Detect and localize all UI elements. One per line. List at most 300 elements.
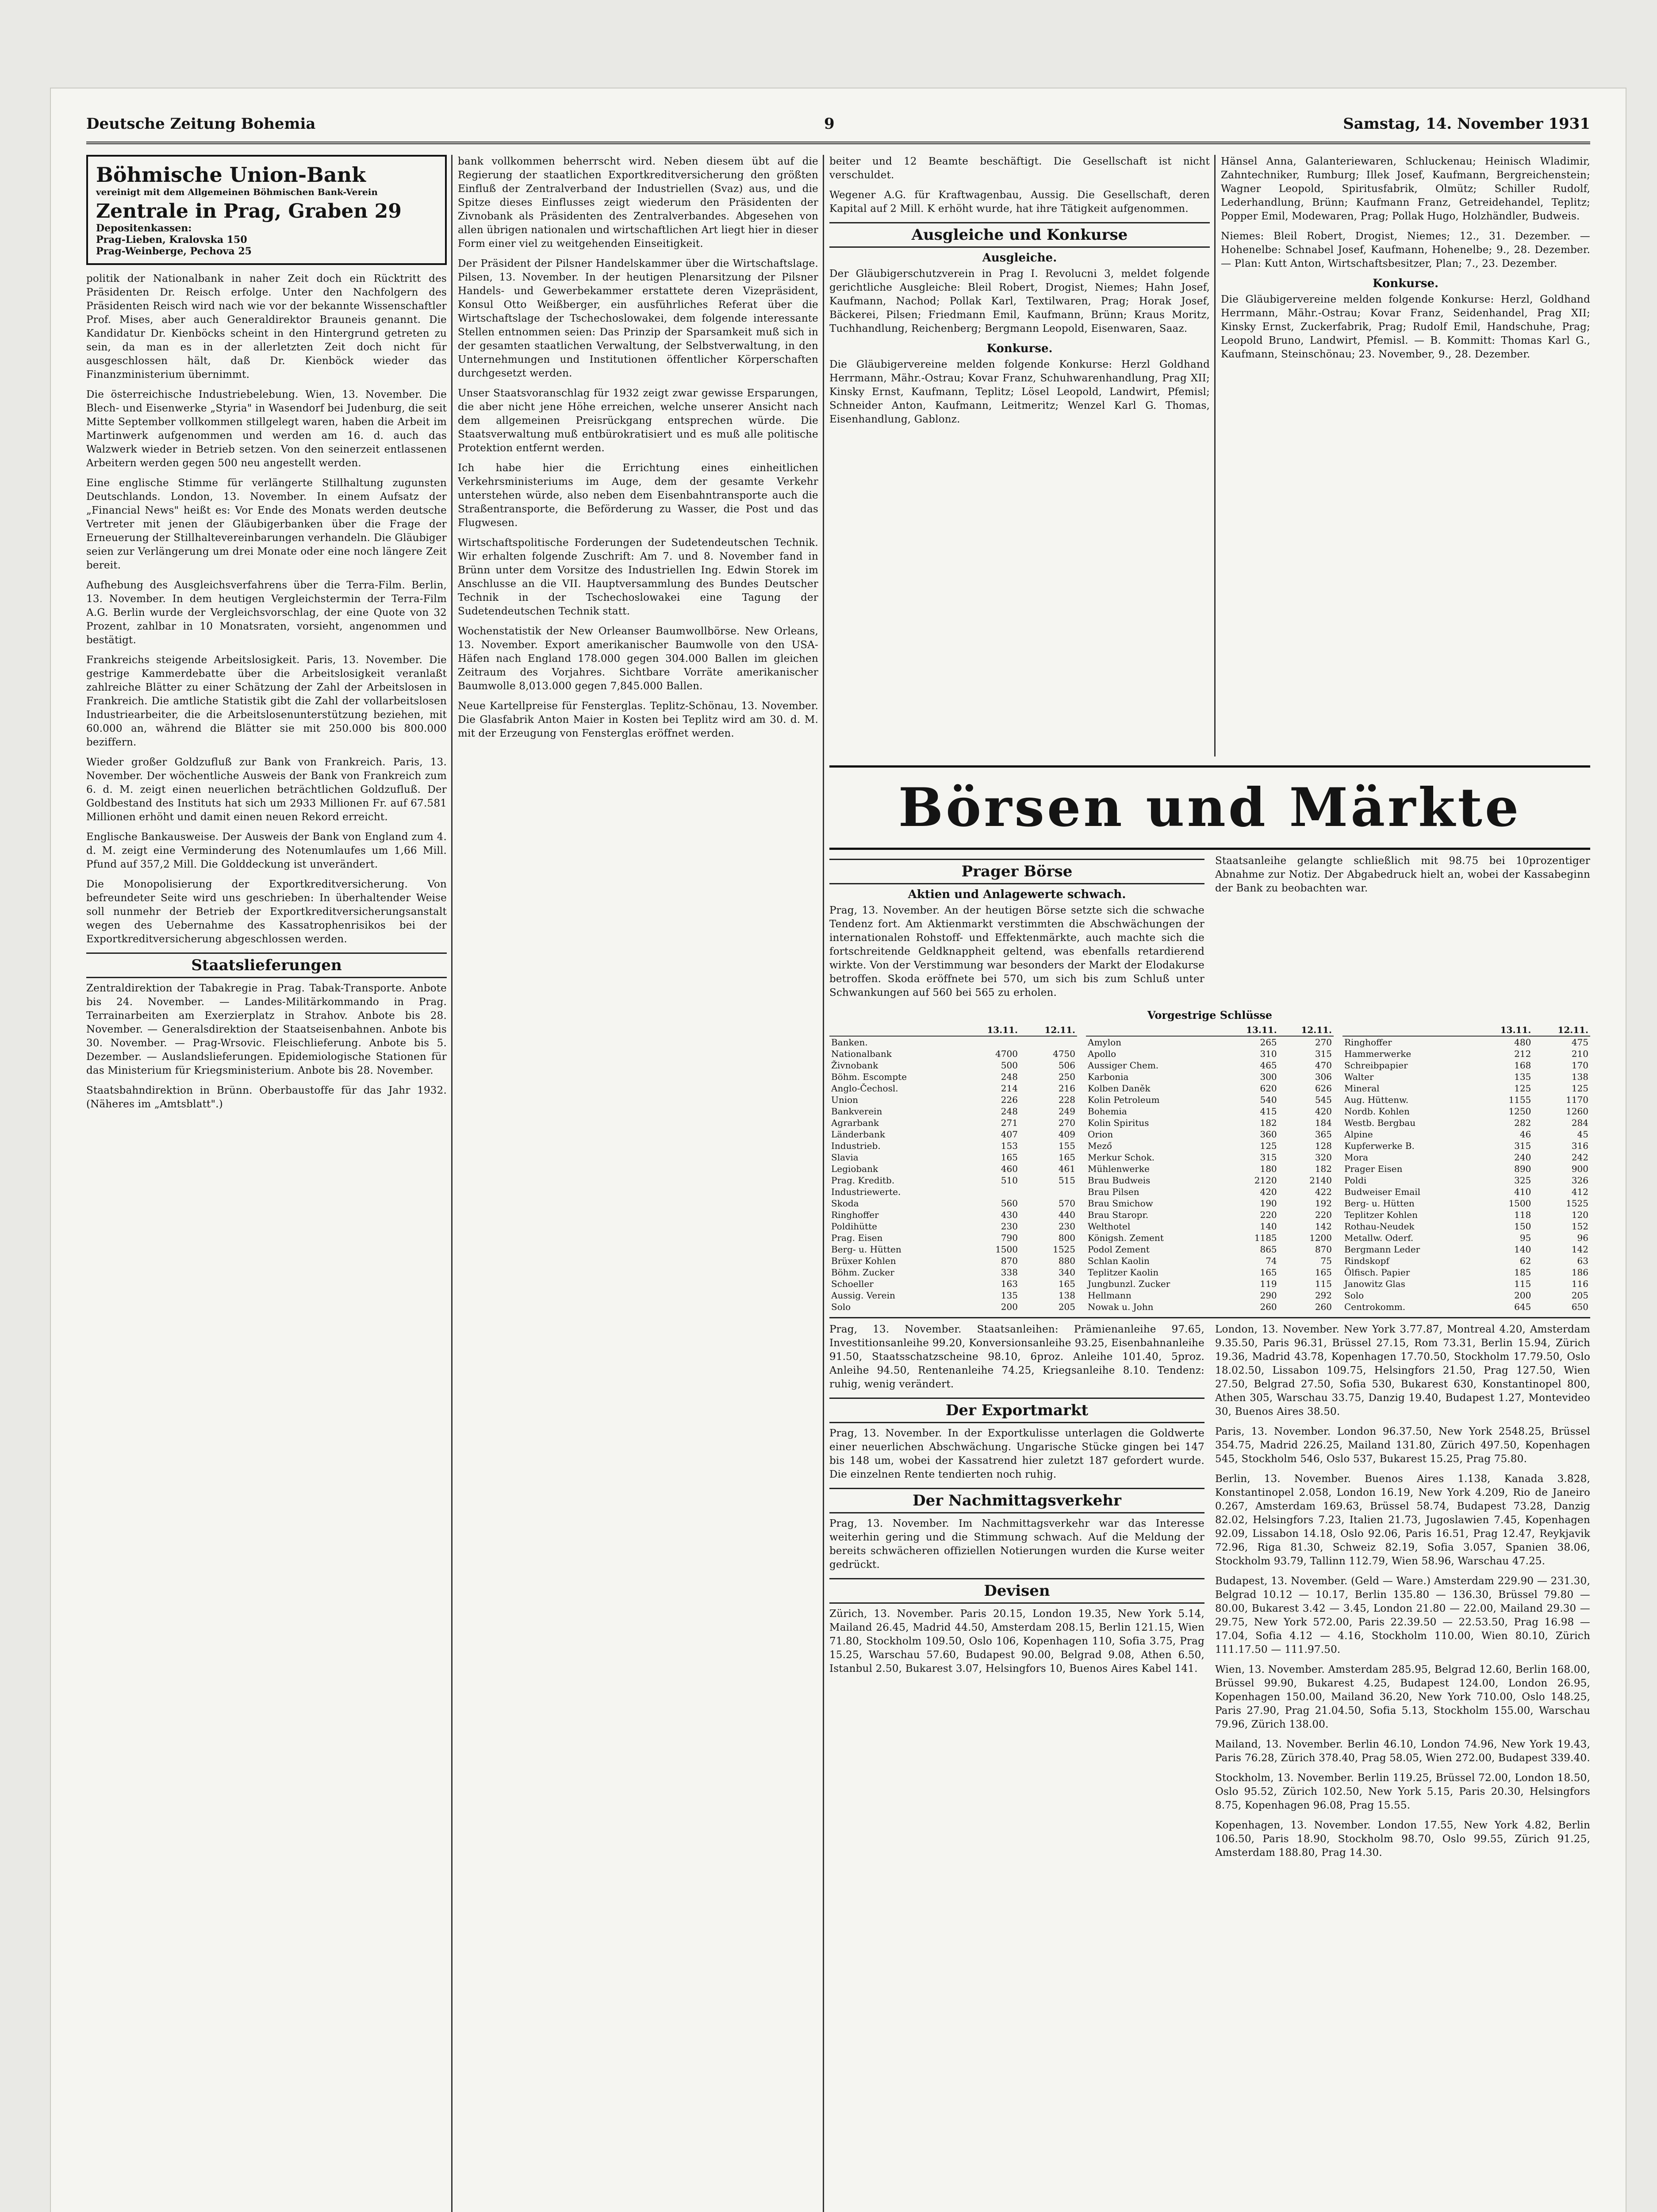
quote-value-current: 500 [1001, 1060, 1018, 1071]
table-title: Vorgestrige Schlüsse [1147, 1009, 1273, 1022]
quote-value-previous: 192 [1315, 1198, 1332, 1209]
quote-value-current: 226 [1001, 1094, 1018, 1105]
quote-value-current: 260 [1260, 1302, 1277, 1312]
prague-exchange-left [829, 854, 1204, 1006]
quote-name: Legiobank [831, 1164, 878, 1174]
quote-value-previous: 475 [1571, 1037, 1588, 1048]
quote-value-current: 870 [1001, 1256, 1018, 1266]
column-4-upper [1221, 155, 1590, 757]
article-paragraph: Staatsanleihe gelangte schließlich mit 98.75 bei 10prozentiger Abnahme zur Notiz. Der Abgabedruck hielt an, wobei der Kassabeginn der Bank zu beobachten war. [1215, 855, 1590, 894]
quote-row [1086, 1140, 1334, 1152]
quote-value-previous: 880 [1058, 1256, 1075, 1266]
article-paragraph: Zentraldirektion der Tabakregie in Prag. Tabak-Transporte. Anbote bis 24. November. — Landes-Militärkommando in Prag. Terrainarbeiten am Exerzierplatz in Strahov. Anbote bis 28. November. — Generalsdirektion der Staatseisenbahnen. Anbote bis 30. November. — Prag-Wrsovic. Fleischlieferung. Anbote bis 5. Dezember. — Auslandslieferungen. Epidemiologische Stationen für das Ministerium für Kriegsministerium. Anbote bis 28. November. [86, 983, 447, 1076]
col-header-name [829, 1024, 962, 1036]
article-paragraph: Der Präsident der Pilsner Handelskammer über die Wirtschaftslage. Pilsen, 13. November. In der heutigen Plenarsitzung der Pilsner Handels- und Gewerbekammer erstattete deren Vizepräsident, Konsul Otto Weißberger, ein ausführliches Referat über die Wirtschaftslage der Tschechoslowakei, dem folgende interessante Stellen entnommen seien: Das Prinzip der Sparsamkeit muß sich in der gesamten staatlichen Verwaltung, der Selbstverwaltung, in den Unternehmungen und Institutionen öffentlicher Körperschaften durchgesetzt werden. [458, 258, 818, 379]
quote-name: Prager Eisen [1344, 1164, 1403, 1174]
quote-row [1342, 1106, 1590, 1117]
quote-row [1342, 1140, 1590, 1152]
quote-name: Nordb. Kohlen [1344, 1106, 1410, 1117]
quote-row [829, 1071, 1077, 1083]
quote-value-current: 248 [1001, 1106, 1018, 1117]
quote-name: Hellmann [1088, 1290, 1132, 1301]
quote-value-current: 182 [1260, 1118, 1277, 1128]
prague-exchange-subtitle: Aktien und Anlagewerte schwach. [908, 888, 1126, 901]
article-paragraph: Prag, 13. November. An der heutigen Börse setzte sich die schwache Tendenz fort. Am Aktienmarkt verstimmten die Abschwächungen der internationalen Rohstoff- und Effektenmärkte, auch machte sich die fortschreitende Geldknappheit geltend, was ebenfalls retardierend wirkte. Von der Verstimmung war besonders der Markt der Elodakurse betroffen. Skoda eröffnete bei 570, um sich bis zum Schluß unter Schwankungen auf 560 bei 565 zu erholen. [829, 905, 1204, 998]
article-paragraph: Die Gläubigervereine melden folgende Konkurse: Herzl, Goldhand Herrmann, Mähr.-Ostrau; Kovar Franz, Seidenhandel, Prag XII; Kinsky Ernst, Zuckerfabrik, Prag; Rudolf Emil, Handschuhe, Prag; Leopold Bruno, Landwirt, Pfemisl. — B. Kommitt: Thomas Karl G., Kaufmann, Steinschönau; 23. November, 9., 28. Dezember. [1221, 294, 1590, 360]
quote-value-current: 480 [1514, 1037, 1531, 1048]
quote-row [1086, 1094, 1334, 1106]
quote-value-previous: 1260 [1566, 1106, 1588, 1117]
quotes-table-2 [1086, 1024, 1334, 1313]
article-paragraph: Mailand, 13. November. Berlin 46.10, London 74.96, New York 19.43, Paris 76.28, Zürich 378.40, Prag 58.05, Wien 272.00, Budapest 339.40. [1215, 1739, 1590, 1764]
quote-row [1342, 1186, 1590, 1198]
ad-branch-1: Prag-Lieben, Kralovska 150 [96, 234, 247, 246]
article-paragraph: Budapest, 13. November. (Geld — Ware.) Amsterdam 229.90 — 231.30, Belgrad 10.12 — 10.17, Berlin 135.80 — 136.30, Brüssel 79.80 — 80.00, Bukarest 3.42 — 3.45, London 21.80 — 22.00, Mailand 29.30 — 29.75, New York 572.00, Paris 22.39.50 — 22.53.50, Prag 16.98 — 17.04, Sofia 4.12 — 4.16, Stockholm 110.00, Wien 80.10, Zürich 111.17.50 — 111.97.50. [1215, 1575, 1590, 1655]
quote-name: Welthotel [1088, 1221, 1131, 1232]
quote-name: Banken. [831, 1037, 868, 1048]
quote-name: Industrieb. [831, 1141, 881, 1151]
quote-name: Poldihütte [831, 1221, 877, 1232]
quote-name: Hammerwerke [1344, 1048, 1412, 1059]
quote-value-current: 415 [1260, 1106, 1277, 1117]
quote-value-current: 115 [1514, 1279, 1531, 1289]
quote-row [1342, 1198, 1590, 1209]
quote-value-current: 135 [1001, 1290, 1018, 1301]
quote-row [829, 1175, 1077, 1186]
quote-value-previous: 228 [1058, 1094, 1075, 1105]
quote-name: Berg- u. Hütten [831, 1244, 901, 1255]
quote-value-previous: 422 [1315, 1187, 1332, 1197]
quote-value-previous: 515 [1058, 1175, 1075, 1186]
quote-value-previous: 1200 [1309, 1233, 1332, 1243]
subsection-title: Ausgleiche. [982, 251, 1057, 265]
quote-name: Jungbunzl. Zucker [1088, 1279, 1170, 1289]
quote-row [829, 1094, 1077, 1106]
quote-value-current: 165 [1001, 1152, 1018, 1163]
quote-row [1342, 1083, 1590, 1094]
quote-row [1342, 1255, 1590, 1267]
quote-row [1086, 1071, 1334, 1083]
quote-value-previous: 306 [1315, 1071, 1332, 1082]
quote-row [1342, 1232, 1590, 1244]
quote-value-previous [1020, 1186, 1077, 1198]
column-3-upper [829, 155, 1210, 757]
quote-value-previous: 165 [1315, 1267, 1332, 1278]
quote-row [829, 1244, 1077, 1255]
quote-name: Janowitz Glas [1344, 1279, 1405, 1289]
quote-row [1086, 1232, 1334, 1244]
page-header [86, 106, 1590, 144]
article-paragraph: Wieder großer Goldzufluß zur Bank von Frankreich. Paris, 13. November. Der wöchentliche Ausweis der Bank von Frankreich zum 6. d. M. zeigt einen neuerlichen beträchtlichen Goldzufluß. Der Goldbestand des Instituts hat sich um 2933 Millionen Fr. auf 67.581 Millionen erhöht und damit einen neuen Rekord erreicht. [86, 757, 447, 823]
quote-value-previous: 116 [1571, 1279, 1588, 1289]
quote-name: Prag. Eisen [831, 1233, 883, 1243]
quote-row [829, 1255, 1077, 1267]
quote-value-current: 119 [1260, 1279, 1277, 1289]
quote-value-previous: 270 [1058, 1118, 1075, 1128]
quote-row [1342, 1152, 1590, 1163]
markets-left-column [829, 1323, 1204, 1866]
quote-value-current: 407 [1001, 1129, 1018, 1140]
quote-value-previous: 270 [1315, 1037, 1332, 1048]
quote-value-current: 890 [1514, 1164, 1531, 1174]
quote-value-previous: 1525 [1053, 1244, 1075, 1255]
quote-row [1342, 1278, 1590, 1290]
article-paragraph: Berlin, 13. November. Buenos Aires 1.138, Kanada 3.828, Konstantinopel 2.058, London 16.19, New York 4.209, Rio de Janeiro 0.267, Amsterdam 169.63, Brüssel 58.74, Budapest 73.28, Danzig 82.02, Helsingfors 7.23, Italien 21.73, Jugoslawien 7.45, Kopenhagen 92.09, Lissabon 14.18, Oslo 92.06, Paris 16.51, Prag 12.47, Reykjavik 72.96, Riga 81.30, Schweiz 82.19, Sofia 3.057, Spanien 38.06, Stockholm 93.79, Tallinn 112.79, Wien 58.96, Warschau 47.25. [1215, 1473, 1590, 1567]
quote-value-previous: 45 [1577, 1129, 1588, 1140]
article-paragraph: Die österreichische Industriebelebung. Wien, 13. November. Die Blech- und Eisenwerke „Styria" in Wasendorf bei Judenburg, die seit Mitte September vollkommen stillgelegt waren, haben die Arbeit im Martinwerk aufgenommen und werden am 16. d. auch das Walzwerk wieder in Betrieb setzen. Von den seinerzeit entlassenen Arbeitern werden gegen 500 neu angestellt werden. [86, 389, 447, 469]
quote-value-previous: 205 [1571, 1290, 1588, 1301]
article-paragraph: Hänsel Anna, Galanteriewaren, Schluckenau; Heinisch Wladimir, Zahntechniker, Rumburg; Illek Josef, Kaufmann, Bergreichenstein; Wagner Leopold, Spiritusfabrik, Olmütz; Schiller Rudolf, Lederhandlung, Brünn; Kaufmann Franz, Getreidehandel, Teplitz; Popper Emil, Modewaren, Prag; Pollak Hugo, Holzhändler, Budweis. [1221, 156, 1590, 222]
quote-name: Kupferwerke B. [1344, 1141, 1415, 1151]
article-paragraph: beiter und 12 Beamte beschäftigt. Die Gesellschaft ist nicht verschuldet. [829, 156, 1210, 181]
quote-value-previous: 870 [1315, 1244, 1332, 1255]
ad-headquarters: Zentrale in Prag, Graben 29 [96, 200, 402, 223]
quote-name: Metallw. Oderf. [1344, 1233, 1414, 1243]
quote-value-previous: 182 [1315, 1164, 1332, 1174]
quote-name: Orion [1088, 1129, 1113, 1140]
ad-note: vereinigt mit dem Allgemeinen Böhmischen Bank-Verein [96, 187, 378, 197]
quote-value-previous: 900 [1571, 1164, 1588, 1174]
article-paragraph: London, 13. November. New York 3.77.87, Montreal 4.20, Amsterdam 9.35.50, Paris 96.31, Brüssel 27.15, Rom 73.31, Berlin 15.94, Zürich 19.36, Madrid 43.78, Kopenhagen 17.70.50, Stockholm 17.79.50, Oslo 18.02.50, Lissabon 109.75, Helsingfors 21.50, Prag 127.50, Wien 27.50, Belgrad 27.50, Sofia 530, Bukarest 630, Konstantinopel 800, Athen 305, Warschau 33.75, Danzig 19.40, Budapest 1.27, Montevideo 30, Buenos Aires 38.50. [1215, 1324, 1590, 1417]
quote-value-current: 46 [1519, 1129, 1531, 1140]
article-paragraph: Die Gläubigervereine melden folgende Konkurse: Herzl Goldhand Herrmann, Mähr.-Ostrau; Kovar Franz, Schuhwarenhandlung, Prag XII; Kinsky Ernst, Kaufmann, Teplitz; Lösel Leopold, Landwirt, Pfemisl; Schneider Anton, Kaufmann, Leitmeritz; Wenzel Karl G. Thomas, Eisenhandlung, Gablonz. [829, 359, 1210, 425]
quote-value-current: 1500 [995, 1244, 1018, 1255]
quote-row [829, 1117, 1077, 1129]
quote-value-current: 460 [1001, 1164, 1018, 1174]
quote-value-previous: 4750 [1053, 1048, 1075, 1059]
quote-value-current: 125 [1260, 1141, 1277, 1151]
column-divider [451, 155, 453, 2212]
quote-name: Bankverein [831, 1106, 882, 1117]
quote-name: Mineral [1344, 1083, 1380, 1094]
article-paragraph: Prag, 13. November. Im Nachmittagsverkehr war das Interesse weiterhin gering und die Stimmung schwach. Auf die Meldung der bereits schwächeren offiziellen Notierungen wurden die Kurse weiter gedrückt. [829, 1518, 1204, 1571]
quote-value-previous: 170 [1571, 1060, 1588, 1071]
quote-value-current: 230 [1001, 1221, 1018, 1232]
quote-name: Walter [1344, 1071, 1374, 1082]
quote-name: Alpine [1344, 1129, 1373, 1140]
prague-exchange-right [1215, 854, 1590, 1006]
quote-value-previous: 184 [1315, 1118, 1332, 1128]
quote-value-previous: 128 [1315, 1141, 1332, 1151]
markets-title: Börsen und Märkte [829, 765, 1590, 850]
quote-value-current: 125 [1514, 1083, 1531, 1094]
quote-value-current: 430 [1001, 1210, 1018, 1220]
quote-value-current: 282 [1514, 1118, 1531, 1128]
quote-value-current: 1500 [1508, 1198, 1531, 1209]
col-header-name [1342, 1024, 1476, 1036]
quote-name: Teplitzer Kohlen [1344, 1210, 1418, 1220]
quote-name: Skoda [831, 1198, 859, 1209]
quote-value-previous: 2140 [1309, 1175, 1332, 1186]
quote-value-current: 315 [1514, 1141, 1531, 1151]
quote-row [1086, 1278, 1334, 1290]
quote-value-current: 560 [1001, 1198, 1018, 1209]
quote-value-current: 163 [1001, 1279, 1018, 1289]
quote-value-previous: 216 [1058, 1083, 1075, 1094]
quote-row [1086, 1036, 1334, 1048]
quote-row [1342, 1290, 1590, 1301]
quote-row [1342, 1301, 1590, 1313]
quote-name: Ringhoffer [831, 1210, 879, 1220]
quote-name: Solo [1344, 1290, 1364, 1301]
quote-row [1342, 1244, 1590, 1255]
quote-value-previous: 210 [1571, 1048, 1588, 1059]
quote-value-current: 180 [1260, 1164, 1277, 1174]
quote-value-previous: 205 [1058, 1302, 1075, 1312]
quote-value-current: 510 [1001, 1175, 1018, 1186]
ad-branch-2: Prag-Weinberge, Pechova 25 [96, 246, 252, 257]
quote-value-previous: 249 [1058, 1106, 1075, 1117]
quote-value-previous: 125 [1571, 1083, 1588, 1094]
bank-advertisement [86, 155, 447, 265]
markets-right-column [1215, 1323, 1590, 1866]
quote-value-previous: 138 [1571, 1071, 1588, 1082]
col-header-date1: 13.11. [1224, 1024, 1278, 1036]
quote-row [1342, 1060, 1590, 1071]
article-paragraph: Wirtschaftspolitische Forderungen der Sudetendeutschen Technik. Wir erhalten folgende Zuschrift: Am 7. und 8. November fand in Brünn unter dem Vorsitze des Industriellen Ing. Edwin Storek im Anschlusse an die VII. Hauptversammlung des Bundes Deutscher Technik in der Tschechoslowakei eine Tagung der Sudetendeutschen Technik statt. [458, 537, 818, 617]
quote-value-current [962, 1036, 1020, 1048]
quote-value-previous: 260 [1315, 1302, 1332, 1312]
article-paragraph: Niemes: Bleil Robert, Drogist, Niemes; 12., 31. Dezember. — Hohenelbe: Schnabel Josef, Kaufmann, Hohenelbe; 9., 28. Dezember. — Plan: Kutt Anton, Wirtschaftsbesitzer, Plan; 7., 23. Dezember. [1221, 230, 1590, 269]
quote-value-previous: 138 [1058, 1290, 1075, 1301]
quote-value-previous: 650 [1571, 1302, 1588, 1312]
quote-name: Aussiger Chem. [1088, 1060, 1159, 1071]
quote-row [1086, 1129, 1334, 1140]
quote-row [1086, 1060, 1334, 1071]
quote-value-current: 360 [1260, 1129, 1277, 1140]
quotes-table-3 [1342, 1024, 1590, 1313]
quote-value-previous: 230 [1058, 1221, 1075, 1232]
quote-value-current: 140 [1514, 1244, 1531, 1255]
quote-row [829, 1278, 1077, 1290]
quote-value-current: 165 [1260, 1267, 1277, 1278]
quote-value-current: 620 [1260, 1083, 1277, 1094]
article-paragraph: Frankreichs steigende Arbeitslosigkeit. Paris, 13. November. Die gestrige Kammerdebatte über die Arbeitslosigkeit veranlaßt zahlreiche Blätter zu einer Schätzung der Zahl der Arbeitslosen in Frankreich. Die amtliche Statistik gibt die Zahl der vollarbeitslosen Industriearbeiter, die die Arbeitslosenunterstützung beziehen, mit 60.000 an, während die Blätter sie mit 250.000 bis 800.000 beziffern. [86, 654, 447, 748]
subsection-title: Konkurse. [1372, 277, 1439, 290]
quote-value-current: 300 [1260, 1071, 1277, 1082]
quote-value-previous: 365 [1315, 1129, 1332, 1140]
quote-name: Industriewerte. [831, 1187, 901, 1197]
quote-row [1342, 1175, 1590, 1186]
quote-name: Prag. Kreditb. [831, 1175, 895, 1186]
article-paragraph: Englische Bankausweise. Der Ausweis der Bank von England zum 4. d. M. zeigt eine Verminderung des Notenumlaufes um 1,66 Mill. Pfund auf 357,2 Mill. Die Golddeckung ist unverändert. [86, 831, 447, 870]
quote-row [1086, 1152, 1334, 1163]
quote-value-previous: 320 [1315, 1152, 1332, 1163]
quote-value-previous: 412 [1571, 1187, 1588, 1197]
quote-value-previous: 165 [1058, 1152, 1075, 1163]
divider [829, 1317, 1590, 1318]
quote-name: Budweiser Email [1344, 1187, 1421, 1197]
quote-name: Merkur Schok. [1088, 1152, 1155, 1163]
quote-row [1086, 1209, 1334, 1221]
quote-value-current: 2120 [1254, 1175, 1277, 1186]
quote-name: Podol Zement [1088, 1244, 1150, 1255]
article-paragraph: Paris, 13. November. London 96.37.50, New York 2548.25, Brüssel 354.75, Madrid 226.25, Mailand 131.80, Zürich 497.50, Kopenhagen 545, Stockholm 546, Oslo 537, Bukarest 15.25, Prag 75.80. [1215, 1426, 1590, 1465]
article-paragraph: Unser Staatsvoranschlag für 1932 zeigt zwar gewisse Ersparungen, die aber nicht jene Höhe erreichen, welche unserer Ansicht nach dem allgemeinen Preisrückgang entsprechen würde. Die Staatsverwaltung muß entbürokratisiert und es muß alle politische Protektion entfernt werden. [458, 388, 818, 454]
quote-value-current: 150 [1514, 1221, 1531, 1232]
quote-value-previous: 1170 [1566, 1094, 1588, 1105]
quote-row [829, 1232, 1077, 1244]
quote-value-previous: 63 [1577, 1256, 1588, 1266]
quote-row [1086, 1198, 1334, 1209]
section-title-devisen: Devisen [829, 1578, 1204, 1604]
quote-row [1086, 1117, 1334, 1129]
quote-row [1342, 1209, 1590, 1221]
quote-row [1086, 1175, 1334, 1186]
col-header-date2: 12.11. [1020, 1024, 1077, 1036]
quote-value-previous: 142 [1315, 1221, 1332, 1232]
quote-value-previous: 242 [1571, 1152, 1588, 1163]
quote-row [829, 1060, 1077, 1071]
quote-name: Centrokomm. [1344, 1302, 1406, 1312]
quote-name: Anglo-Čechosl. [831, 1083, 898, 1094]
quote-value-current: 135 [1514, 1071, 1531, 1082]
quote-row [1086, 1267, 1334, 1278]
quote-name: Böhm. Escompte [831, 1071, 907, 1082]
quote-value-current: 865 [1260, 1244, 1277, 1255]
quote-value-current: 248 [1001, 1071, 1018, 1082]
column-2 [458, 155, 818, 2212]
quote-name: Bohemia [1088, 1106, 1127, 1117]
quote-value-current: 200 [1514, 1290, 1531, 1301]
quote-row [1342, 1221, 1590, 1232]
quote-value-current: 240 [1514, 1152, 1531, 1163]
quote-name: Solo [831, 1302, 851, 1312]
section-title-staatslieferungen: Staatslieferungen [86, 952, 447, 978]
quote-value-current: 410 [1514, 1187, 1531, 1197]
article-paragraph: politik der Nationalbank in naher Zeit doch ein Rücktritt des Präsidenten Dr. Reisch erfolge. Unter den Nachfolgern des Präsidenten Reisch wird nach wie vor der bekannte Wissenschaftler Prof. Mises, aber auch Generaldirektor Brauneis genannt. Die Kandidatur Dr. Kienböcks scheint in den Hintergrund getreten zu sein, da man es in der allerletzten Zeit doch nicht für ausgeschlossen hält, daß Dr. Kienböck wieder das Finanzministerium übernimmt. [86, 273, 447, 380]
quote-name: Brau Pilsen [1088, 1187, 1139, 1197]
prague-exchange-title: Prager Börse [829, 859, 1204, 884]
quote-name: Westb. Bergbau [1344, 1118, 1416, 1128]
quote-name: Ringhoffer [1344, 1037, 1392, 1048]
quote-value-current: 790 [1001, 1233, 1018, 1243]
quote-row [1342, 1071, 1590, 1083]
quote-name: Berg- u. Hütten [1344, 1198, 1415, 1209]
subsection-title: Konkurse. [986, 342, 1053, 355]
column-1 [86, 155, 447, 2212]
quote-value-previous: 75 [1320, 1256, 1332, 1266]
quote-row [1086, 1301, 1334, 1313]
quote-value-current: 1250 [1508, 1106, 1531, 1117]
article-paragraph: Prag, 13. November. In der Exportkulisse unterlagen die Goldwerte einer neuerlichen Abschwächung. Ungarische Stücke gingen bei 147 bis 148 um, wobei der Kassatrend hier zuletzt 187 gefordert wurde. Die einzelnen Rente tendierten noch ruhig. [829, 1428, 1204, 1480]
quote-name: Schreibpapier [1344, 1060, 1408, 1071]
quote-value-previous [1020, 1036, 1077, 1048]
quote-value-previous: 470 [1315, 1060, 1332, 1071]
quote-value-current: 190 [1260, 1198, 1277, 1209]
quote-value-current: 1185 [1254, 1233, 1277, 1243]
quote-row [829, 1198, 1077, 1209]
quote-row [1342, 1094, 1590, 1106]
col-header-date1: 13.11. [1476, 1024, 1533, 1036]
quote-row [1086, 1244, 1334, 1255]
quote-value-current: 465 [1260, 1060, 1277, 1071]
quote-row [829, 1083, 1077, 1094]
col-header-date2: 12.11. [1533, 1024, 1590, 1036]
quote-name: Živnobank [831, 1060, 878, 1071]
quote-row [829, 1036, 1077, 1048]
section-title-nachmittagsverkehr: Der Nachmittagsverkehr [829, 1488, 1204, 1513]
quote-name: Brau Staropr. [1088, 1210, 1149, 1220]
quote-row [829, 1221, 1077, 1232]
quote-row [1086, 1221, 1334, 1232]
quote-name: Aug. Hüttenw. [1344, 1094, 1409, 1105]
quote-row [829, 1209, 1077, 1221]
quote-name: Aussig. Verein [831, 1290, 895, 1301]
quote-value-current: 338 [1001, 1267, 1018, 1278]
column-divider [1214, 155, 1216, 757]
quote-row [1086, 1048, 1334, 1060]
quote-name: Rothau-Neudek [1344, 1221, 1415, 1232]
quote-value-previous: 292 [1315, 1290, 1332, 1301]
quote-name: Schlan Kaolin [1088, 1256, 1150, 1266]
quote-value-current: 200 [1001, 1302, 1018, 1312]
quote-value-current: 74 [1266, 1256, 1277, 1266]
quote-value-previous: 186 [1571, 1267, 1588, 1278]
quote-row [829, 1163, 1077, 1175]
quote-name: Mező [1088, 1141, 1112, 1151]
quote-name: Slavia [831, 1152, 859, 1163]
section-title-ausgleiche: Ausgleiche und Konkurse [829, 222, 1210, 248]
quote-value-previous: 96 [1577, 1233, 1588, 1243]
quote-row [829, 1106, 1077, 1117]
quote-name: Teplitzer Kaolin [1088, 1267, 1159, 1278]
article-paragraph: Aufhebung des Ausgleichsverfahrens über die Terra-Film. Berlin, 13. November. In dem heutigen Vergleichstermin der Terra-Film A.G. Berlin wurde der Vergleichsvorschlag, der eine Quote von 32 Prozent, zahlbar in 10 Monatsraten, vorsieht, angenommen und bestätigt. [86, 580, 447, 646]
quote-value-previous: 800 [1058, 1233, 1075, 1243]
col-header-date1: 13.11. [962, 1024, 1020, 1036]
quote-name: Rindskopf [1344, 1256, 1389, 1266]
quote-value-previous: 506 [1058, 1060, 1075, 1071]
quote-value-previous: 340 [1058, 1267, 1075, 1278]
header-date: Samstag, 14. November 1931 [1343, 115, 1590, 133]
article-paragraph: Ich habe hier die Errichtung eines einheitlichen Verkehrsministeriums im Auge, dem der gesamte Verkehr unterstehen würde, also neben dem Eisenbahntransporte auch die Straßentransporte, die Beförderung zu Wasser, die Post und das Flugwesen. [458, 462, 818, 529]
quote-value-previous: 115 [1315, 1279, 1332, 1289]
quote-name: Ölfisch. Papier [1344, 1267, 1410, 1278]
quote-name: Nowak u. John [1088, 1302, 1154, 1312]
quote-value-previous: 142 [1571, 1244, 1588, 1255]
article-paragraph: Zürich, 13. November. Paris 20.15, London 19.35, New York 5.14, Mailand 26.45, Madrid 44.50, Amsterdam 208.15, Berlin 121.15, Wien 71.80, Stockholm 109.50, Oslo 106, Kopenhagen 110, Sofia 3.75, Prag 15.25, Warschau 57.60, Budapest 90.00, Belgrad 9.08, Athen 6.50, Istanbul 2.50, Bukarest 3.07, Helsingfors 10, Buenos Aires Kabel 141. [829, 1608, 1204, 1674]
quote-name: Brüxer Kohlen [831, 1256, 896, 1266]
quote-row [1086, 1083, 1334, 1094]
quote-value-current: 325 [1514, 1175, 1531, 1186]
quote-value-current: 265 [1260, 1037, 1277, 1048]
quote-value-current: 645 [1514, 1302, 1531, 1312]
quote-name: Agrarbank [831, 1118, 879, 1128]
quote-row [829, 1290, 1077, 1301]
quote-value-previous: 461 [1058, 1164, 1075, 1174]
quote-value-previous: 409 [1058, 1129, 1075, 1140]
quote-value-current: 290 [1260, 1290, 1277, 1301]
quote-value-current: 1155 [1508, 1094, 1531, 1105]
column-divider [823, 155, 824, 2212]
quote-value-previous: 545 [1315, 1094, 1332, 1105]
quote-value-current: 310 [1260, 1048, 1277, 1059]
quote-row [1086, 1106, 1334, 1117]
article-paragraph: Die Monopolisierung der Exportkreditversicherung. Von befreundeter Seite wird uns geschrieben: In überhaltender Weise soll nunmehr der Betrieb der Exportkreditversicherungsanstalt wegen des Uebernahme des Kassatrophenrisikos bei der Exportkreditversicherung abgeschlossen werden. [86, 879, 447, 945]
quote-value-previous: 626 [1315, 1083, 1332, 1094]
quote-value-current: 220 [1260, 1210, 1277, 1220]
article-paragraph: Kopenhagen, 13. November. London 17.55, New York 4.82, Berlin 106.50, Paris 18.90, Stockholm 98.70, Oslo 99.55, Zürich 91.25, Amsterdam 188.80, Prag 14.30. [1215, 1820, 1590, 1859]
article-paragraph: Wochenstatistik der New Orleanser Baumwollbörse. New Orleans, 13. November. Export amerikanischer Baumwolle von den USA-Häfen nach England 178.000 gegen 304.000 Ballen im gleichen Zeitraum des Vorjahres. Sichtbare Vorräte amerikanischer Baumwolle 8,013.000 gegen 7,845.000 Ballen. [458, 626, 818, 692]
quote-value-previous: 152 [1571, 1221, 1588, 1232]
ad-branches-label: Depositenkassen: [96, 223, 192, 234]
quote-value-previous: 165 [1058, 1279, 1075, 1289]
quote-row [829, 1267, 1077, 1278]
quote-name: Bergmann Leder [1344, 1244, 1420, 1255]
quote-value-current: 214 [1001, 1083, 1018, 1094]
quote-row [1086, 1186, 1334, 1198]
quote-name: Poldi [1344, 1175, 1367, 1186]
